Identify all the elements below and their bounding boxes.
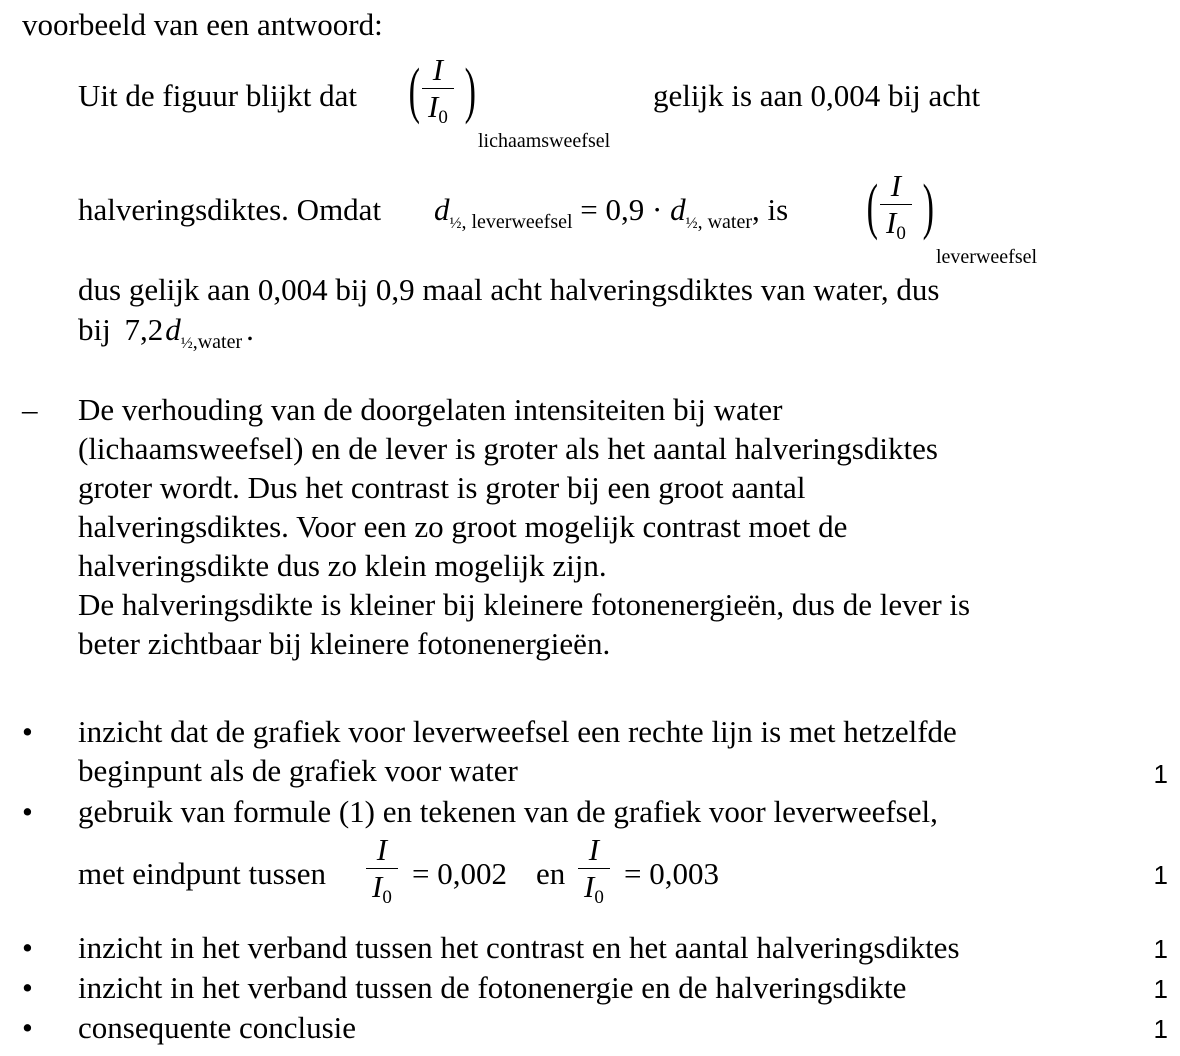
paragraph-line: halveringsdikte dus zo klein mogelijk zijn. bbox=[78, 548, 607, 583]
example-text: halveringsdiktes. Omdat bbox=[78, 192, 382, 227]
bullet-marker: • bbox=[22, 714, 33, 749]
criterion-score: 1 bbox=[1153, 934, 1168, 964]
bullet-marker: • bbox=[22, 970, 33, 1005]
criterion-score: 1 bbox=[1153, 759, 1168, 789]
criterion-score: 1 bbox=[1153, 974, 1168, 1004]
example-line-3: dus gelijk aan 0,004 bij 0,9 maal acht halveringsdiktes van water, dus bbox=[78, 272, 940, 307]
criterion-2: gebruik van formule (1) en tekenen van de grafiek voor leverweefsel, met eindpunt tussen $\frac{I}{I_0}$ = 0,002 en $\frac{I}{I_0}$ = 0,003 bbox=[78, 794, 938, 908]
intro-line: voorbeeld van een antwoord: bbox=[22, 7, 383, 42]
bullet-marker: • bbox=[22, 794, 33, 829]
paragraph-line: beter zichtbaar bij kleinere fotonenergieën. bbox=[78, 626, 611, 661]
bullet-marker: • bbox=[22, 930, 33, 965]
criterion-3: inzicht in het verband tussen het contrast en het aantal halveringsdiktes bbox=[78, 930, 960, 965]
paragraph-line: halveringsdiktes. Voor een zo groot mogelijk contrast moet de bbox=[78, 509, 848, 544]
paragraph-line: De halveringsdikte is kleiner bij kleinere fotonenergieën, dus de lever is bbox=[78, 587, 971, 622]
example-line-2: halveringsdiktes. Omdat $d_{\frac{1}{2}, leverweefsel} = 0,9 \cdot d_{\frac{1}{2}, water}$, is ( $\frac{I}{I_0}$ ) leverweefsel bbox=[78, 168, 1038, 268]
equation-d-half: $d_{\frac{1}{2}, leverweefsel} = 0,9 \cdot d_{\frac{1}{2}, water}$, is bbox=[434, 192, 789, 233]
example-line-4: bij $7,2d_{\frac{1}{2},water}$ . bbox=[78, 312, 254, 353]
criterion-score: 1 bbox=[1153, 1014, 1168, 1044]
example-text: Uit de figuur blijkt dat bbox=[78, 78, 357, 113]
criterion-score: 1 bbox=[1153, 860, 1168, 890]
dash-paragraph bbox=[78, 390, 1138, 663]
example-text: gelijk is aan 0,004 bij acht bbox=[653, 78, 981, 113]
paragraph-line: (lichaamsweefsel) en de lever is groter als het aantal halveringsdiktes bbox=[78, 431, 938, 466]
bullet-marker: • bbox=[22, 1010, 33, 1045]
dash-marker: – bbox=[22, 392, 38, 427]
paragraph-line: groter wordt. Dus het contrast is groter bij een groot aantal bbox=[78, 470, 806, 505]
criterion-5: consequente conclusie bbox=[78, 1010, 357, 1045]
criterion-1: inzicht dat de grafiek voor leverweefsel een rechte lijn is met hetzelfde beginpunt als de grafiek voor water bbox=[78, 714, 957, 788]
criterion-4: inzicht in het verband tussen de fotonenergie en de halveringsdikte bbox=[78, 970, 907, 1005]
paragraph-line: De verhouding van de doorgelaten intensiteiten bij water bbox=[78, 392, 783, 427]
